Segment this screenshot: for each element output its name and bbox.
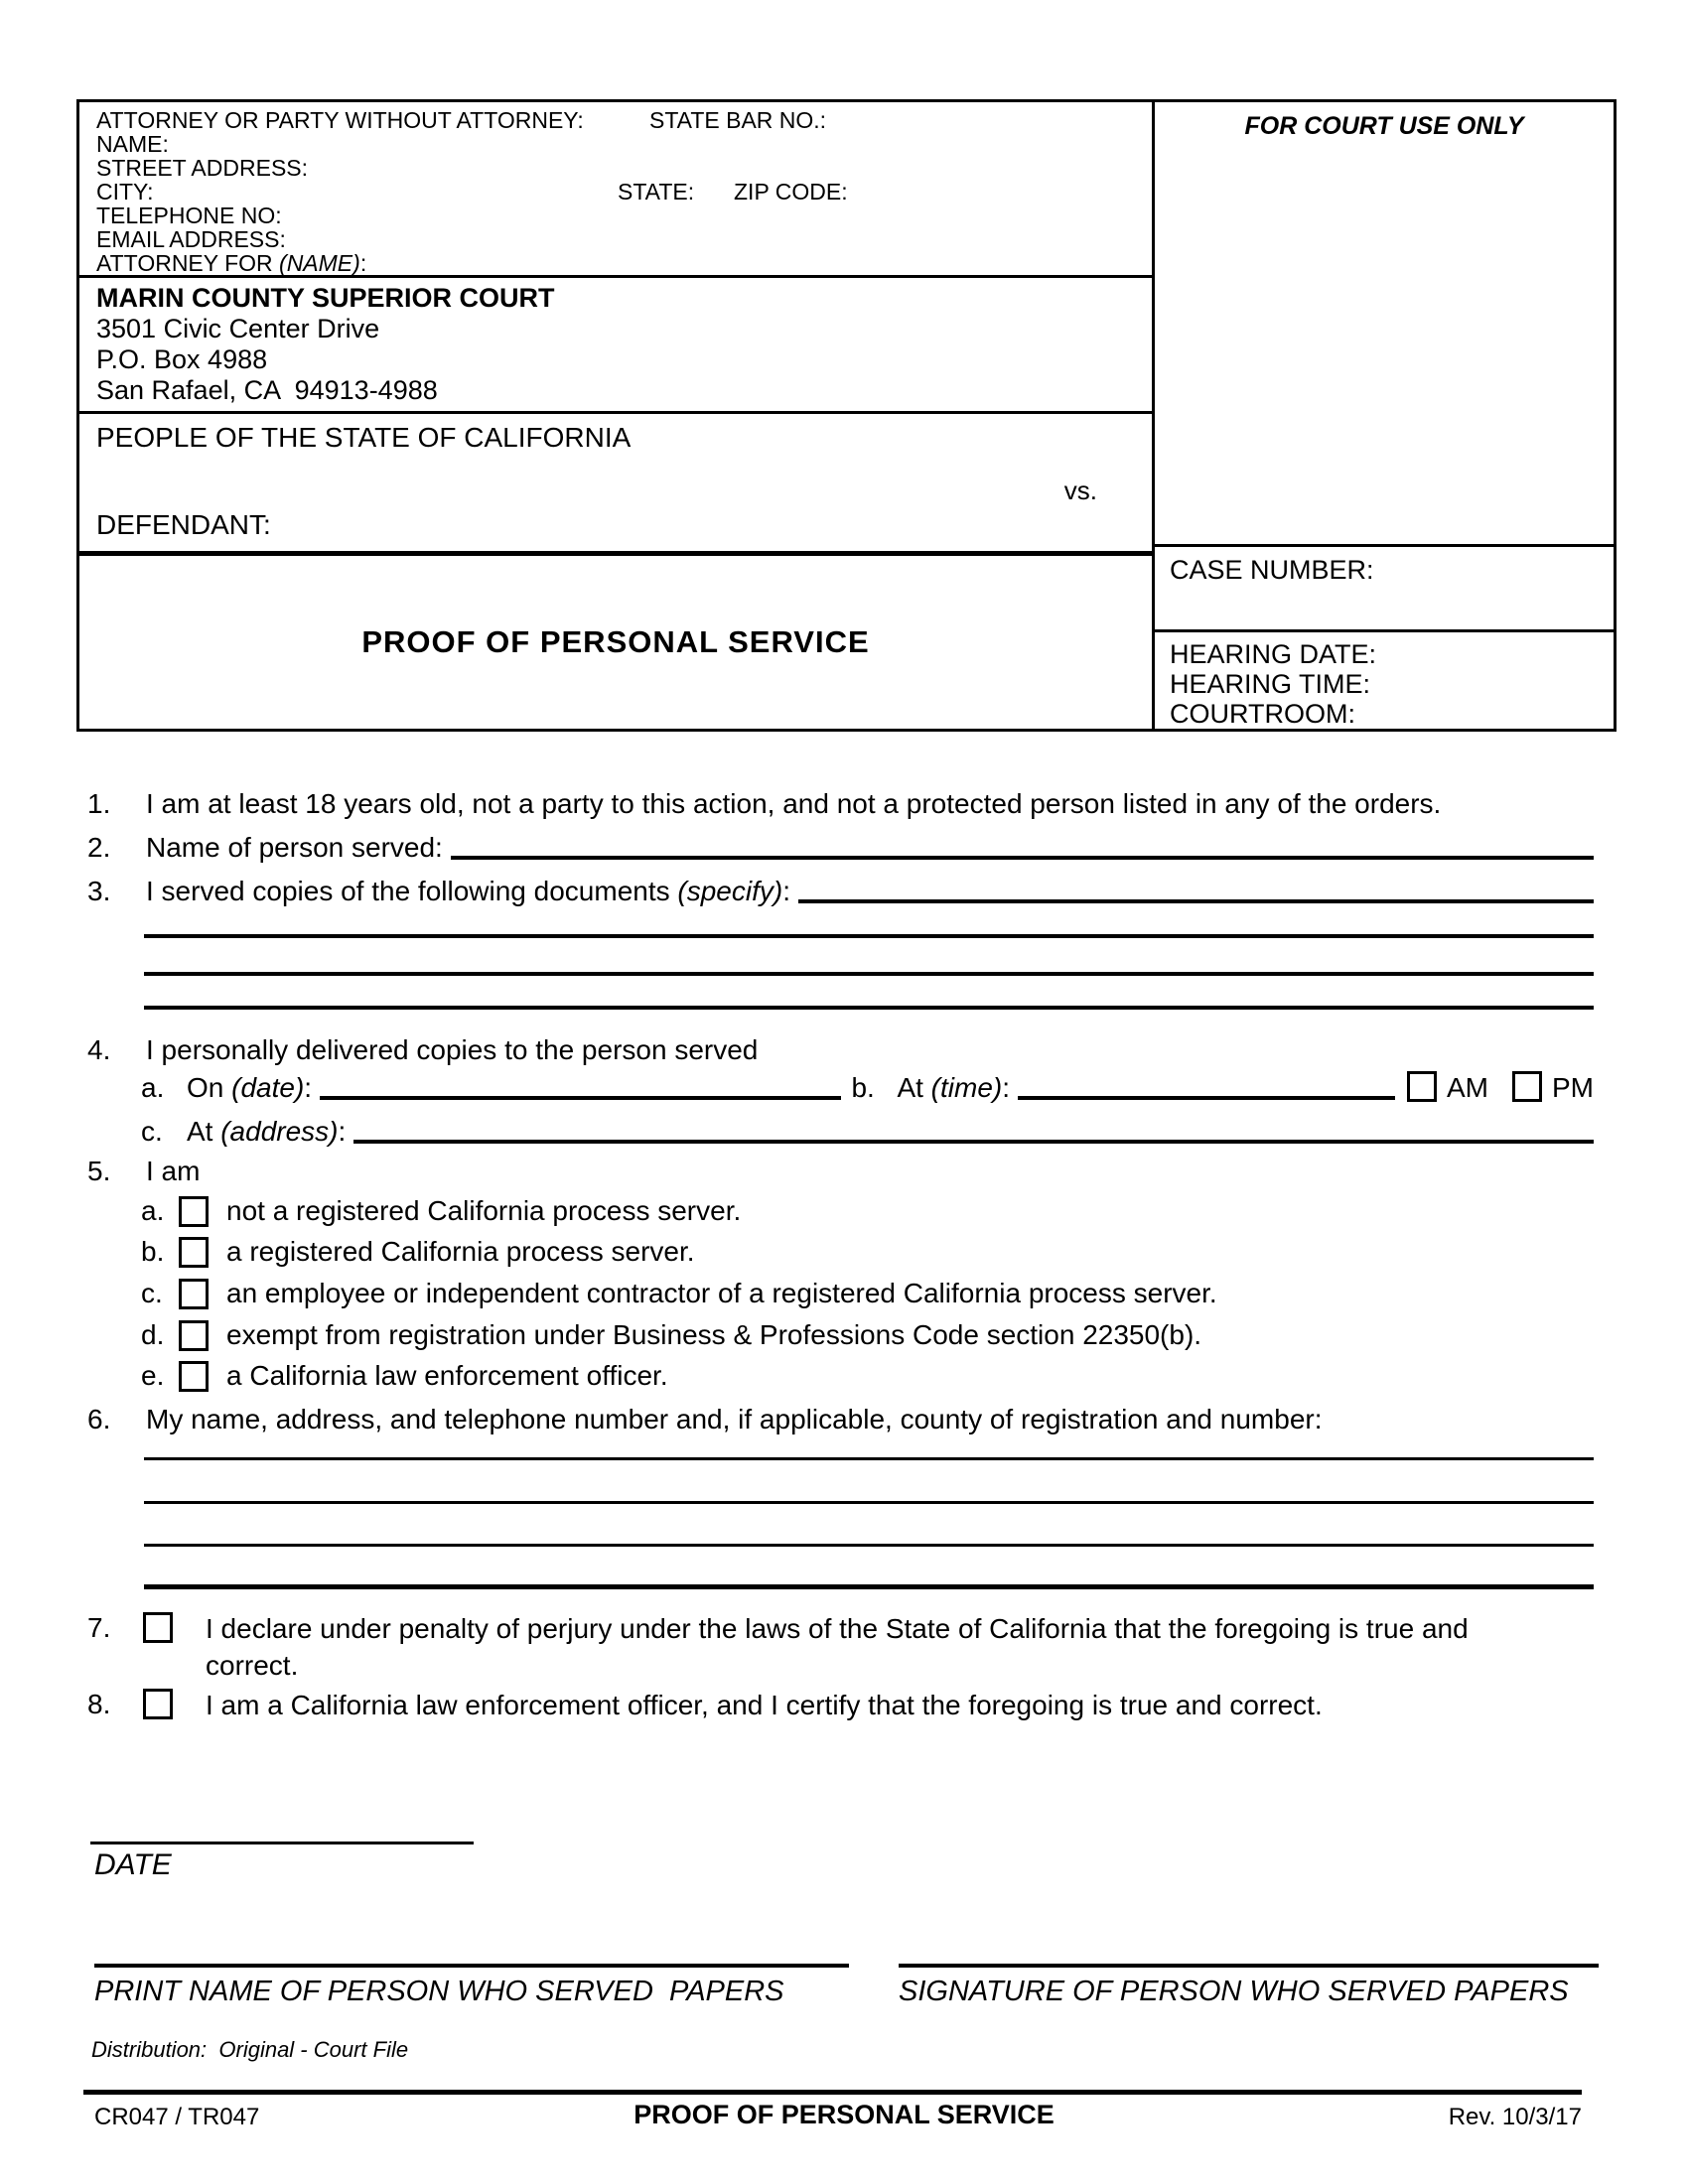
city-field-label[interactable]: CITY: xyxy=(96,179,154,205)
item-3-label: I served copies of the following documents (specify): xyxy=(146,876,790,906)
item-8-text: I am a California law enforcement officer, and I certify that the foregoing is true and correct. xyxy=(206,1690,1323,1720)
item-5d-checkbox[interactable] xyxy=(179,1320,209,1351)
form-title: PROOF OF PERSONAL SERVICE xyxy=(361,624,870,659)
person-served-field[interactable] xyxy=(451,856,1594,860)
form-title-box xyxy=(79,556,1152,729)
item-3-continuation-line-1[interactable] xyxy=(144,934,1594,938)
item-4c-letter: c. xyxy=(141,1116,163,1147)
item-6-number: 6. xyxy=(87,1404,111,1434)
attorney-for-line[interactable] xyxy=(96,251,1152,275)
court-name: MARIN COUNTY SUPERIOR COURT xyxy=(96,283,555,313)
item-7-text-line-2: correct. xyxy=(206,1650,299,1681)
name-field-label[interactable]: NAME: xyxy=(96,131,169,157)
item-8 xyxy=(87,1687,1594,1723)
versus-label: vs. xyxy=(1063,476,1097,505)
email-field-label[interactable]: EMAIL ADDRESS: xyxy=(96,226,286,252)
item-2-number: 2. xyxy=(87,832,111,863)
item-4ab-row xyxy=(141,1070,1594,1106)
am-label: AM xyxy=(1447,1072,1488,1103)
item-5b-checkbox[interactable] xyxy=(179,1237,209,1268)
print-name-label: PRINT NAME OF PERSON WHO SERVED PAPERS xyxy=(94,1976,784,2007)
header-left-column xyxy=(79,102,1155,729)
item-5d-letter: d. xyxy=(141,1319,165,1350)
item-5e-letter: e. xyxy=(141,1360,165,1391)
item-5e-checkbox[interactable] xyxy=(179,1361,209,1392)
item-4 xyxy=(87,1032,1594,1068)
item-5-number: 5. xyxy=(87,1156,111,1186)
street-address-field-label[interactable]: STREET ADDRESS: xyxy=(96,155,309,181)
item-3-continuation-line-2[interactable] xyxy=(144,972,1594,976)
item-6-text: My name, address, and telephone number and, if applicable, county of registration and number: xyxy=(146,1404,1323,1434)
item-5c-text: an employee or independent contractor of a registered California process server. xyxy=(226,1278,1217,1308)
header-right-column xyxy=(1155,102,1614,729)
item-7 xyxy=(87,1610,1594,1684)
item-5a-letter: a. xyxy=(141,1195,165,1226)
city-state-zip-line xyxy=(96,180,1152,204)
item-5-text: I am xyxy=(146,1156,201,1186)
distribution-note: Distribution: Original - Court File xyxy=(91,2037,409,2062)
am-checkbox[interactable] xyxy=(1407,1071,1437,1102)
item-4-number: 4. xyxy=(87,1034,111,1065)
header-table xyxy=(76,99,1617,732)
plaintiff-name: PEOPLE OF THE STATE OF CALIFORNIA xyxy=(96,422,632,453)
footer-form-title: PROOF OF PERSONAL SERVICE xyxy=(633,2100,1055,2129)
item-5c-option xyxy=(141,1276,1594,1311)
state-bar-no-label: STATE BAR NO.: xyxy=(649,107,827,133)
attorney-for-name-placeholder: (NAME) xyxy=(279,250,360,276)
print-name-line[interactable] xyxy=(94,1964,849,1968)
attorney-info-box xyxy=(79,102,1152,278)
item-8-checkbox[interactable] xyxy=(143,1689,173,1719)
footer-rule xyxy=(83,2090,1582,2095)
item-7-checkbox[interactable] xyxy=(143,1612,173,1643)
item-5b-letter: b. xyxy=(141,1236,165,1267)
address-served-field[interactable] xyxy=(353,1140,1594,1144)
item-1 xyxy=(87,786,1594,822)
item-5c-checkbox[interactable] xyxy=(179,1279,209,1309)
hearing-date-field-label[interactable]: HEARING DATE: xyxy=(1170,639,1377,669)
item-5 xyxy=(87,1154,1594,1189)
courtroom-field-label[interactable]: COURTROOM: xyxy=(1170,699,1355,729)
item-2-label: Name of person served: xyxy=(146,832,443,863)
pm-label: PM xyxy=(1552,1072,1594,1103)
item-3-continuation-line-3[interactable] xyxy=(144,1006,1594,1010)
footer-revision: Rev. 10/3/17 xyxy=(1448,2104,1582,2130)
item-7-text-line-1: I declare under penalty of perjury under the laws of the State of California that the foregoing is true and xyxy=(206,1613,1469,1644)
telephone-field-label[interactable]: TELEPHONE NO: xyxy=(96,203,282,228)
court-address-line-3: San Rafael, CA 94913-4988 xyxy=(96,375,438,405)
item-6-answer-line-4[interactable] xyxy=(144,1584,1594,1589)
signature-label: SIGNATURE OF PERSON WHO SERVED PAPERS xyxy=(899,1976,1569,2007)
item-4a-letter: a. xyxy=(141,1072,165,1103)
state-field-label[interactable]: STATE: xyxy=(618,179,695,205)
footer-form-number: CR047 / TR047 xyxy=(94,2104,260,2130)
item-7-text xyxy=(206,1610,1469,1684)
item-1-text: I am at least 18 years old, not a party to this action, and not a protected person listed in any of the orders. xyxy=(146,788,1442,819)
hearing-info-box xyxy=(1155,629,1614,729)
item-6 xyxy=(87,1402,1594,1437)
court-address-box xyxy=(79,278,1152,414)
date-label: DATE xyxy=(94,1848,172,1881)
item-4c-label: At (address): xyxy=(187,1116,347,1147)
item-5a-option xyxy=(141,1193,1594,1229)
zip-code-field-label[interactable]: ZIP CODE: xyxy=(734,179,848,205)
item-4b-letter: b. xyxy=(851,1072,875,1103)
party-caption-box xyxy=(79,414,1152,556)
item-5e-text: a California law enforcement officer. xyxy=(226,1360,668,1391)
item-5d-text: exempt from registration under Business & Professions Code section 22350(b). xyxy=(226,1319,1202,1350)
attorney-party-line xyxy=(96,108,1152,132)
item-6-answer-line-3[interactable] xyxy=(144,1544,1594,1547)
item-5d-option xyxy=(141,1317,1594,1353)
item-4c-row xyxy=(141,1114,1594,1150)
attorney-party-label: ATTORNEY OR PARTY WITHOUT ATTORNEY: xyxy=(96,107,584,133)
time-served-field[interactable] xyxy=(1018,1096,1395,1100)
item-1-number: 1. xyxy=(87,788,111,819)
date-served-field[interactable] xyxy=(320,1096,841,1100)
pm-checkbox[interactable] xyxy=(1512,1071,1542,1102)
for-court-use-only-box: FOR COURT USE ONLY xyxy=(1244,112,1524,140)
item-5b-text: a registered California process server. xyxy=(226,1236,695,1267)
signature-line[interactable] xyxy=(899,1964,1599,1968)
item-3 xyxy=(87,874,1594,909)
case-number-field[interactable]: CASE NUMBER: xyxy=(1155,544,1614,629)
item-5c-letter: c. xyxy=(141,1278,163,1308)
item-4b-label: At (time): xyxy=(897,1072,1010,1103)
item-6-answer-line-1[interactable] xyxy=(144,1457,1594,1460)
date-signature-line[interactable] xyxy=(90,1842,474,1844)
item-2 xyxy=(87,830,1594,866)
item-5b-option xyxy=(141,1234,1594,1270)
item-7-number: 7. xyxy=(87,1612,111,1643)
hearing-time-field-label[interactable]: HEARING TIME: xyxy=(1170,669,1371,699)
court-address-line-2: P.O. Box 4988 xyxy=(96,344,268,374)
item-4-text: I personally delivered copies to the person served xyxy=(146,1034,759,1065)
item-3-number: 3. xyxy=(87,876,111,906)
item-4a-label: On (date): xyxy=(187,1072,313,1103)
item-5a-text: not a registered California process server. xyxy=(226,1195,742,1226)
item-8-number: 8. xyxy=(87,1689,111,1719)
defendant-field-label[interactable]: DEFENDANT: xyxy=(96,509,271,540)
attorney-for-colon: : xyxy=(359,250,367,276)
attorney-for-label: ATTORNEY FOR xyxy=(96,250,280,276)
documents-served-field[interactable] xyxy=(798,899,1594,903)
item-5a-checkbox[interactable] xyxy=(179,1196,209,1227)
court-address-line-1: 3501 Civic Center Drive xyxy=(96,314,380,343)
item-5e-option xyxy=(141,1358,1594,1394)
item-6-answer-line-2[interactable] xyxy=(144,1501,1594,1504)
